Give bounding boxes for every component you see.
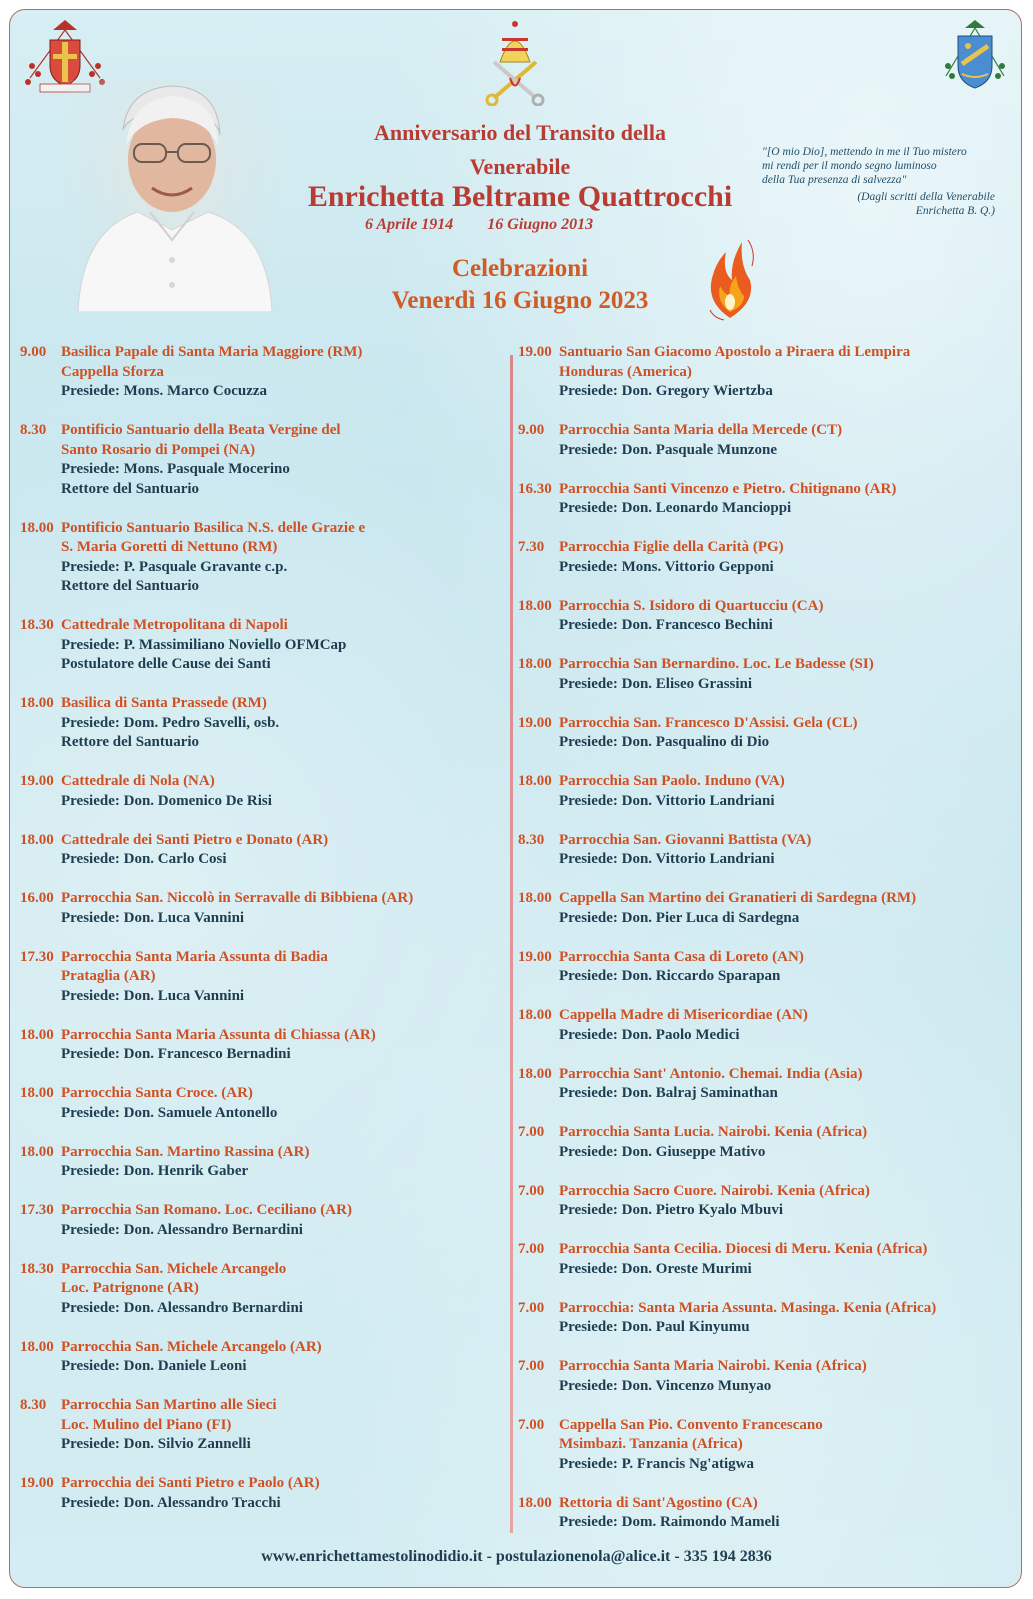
event-time: 18.00 [518, 1494, 552, 1511]
event-time: 18.00 [518, 1065, 552, 1082]
event-heading [20, 1084, 500, 1104]
event-place-continued: Santo Rosario di Pompei (NA) [61, 441, 256, 458]
event-presider: Presiede: Don. Alessandro Tracchi [61, 1494, 281, 1511]
event-heading [518, 1357, 1018, 1377]
event-place: Parrocchia Santa Maria Assunta di Badia [61, 948, 328, 965]
event-entry [518, 1123, 1018, 1162]
event-presider: Presiede: Don. Francesco Bernadini [61, 1046, 291, 1062]
event-presider: Presiede: Don. Carlo Cosi [61, 851, 227, 867]
event-place-continued: Cappella Sforza [61, 363, 164, 380]
event-heading [518, 421, 1018, 441]
event-time: 8.30 [20, 1397, 47, 1413]
event-time: 18.00 [20, 1085, 54, 1101]
event-place: Cattedrale di Nola (NA) [61, 773, 215, 789]
event-place: Parrocchia Santa Maria della Mercede (CT) [559, 422, 843, 438]
event-presider: Presiede: Don. Domenico De Risi [61, 792, 272, 809]
flame-logo [700, 232, 760, 322]
event-place: Parrocchia: Santa Maria Assunta. Masinga. Kenia (Africa) [559, 1299, 937, 1316]
event-entry [20, 343, 500, 402]
event-place: Parrocchia Figlie della Carità (PG) [559, 539, 784, 555]
event-presider: Presiede: Don. Daniele Leoni [61, 1358, 247, 1374]
event-place: Parrocchia Santi Vincenzo e Pietro. Chitignano (AR) [559, 480, 897, 497]
event-time: 18.30 [20, 1260, 54, 1277]
event-time: 19.00 [20, 1475, 54, 1491]
event-heading [518, 948, 1018, 968]
event-entry [518, 1357, 1018, 1396]
event-presider: Presiede: Don. Henrik Gaber [61, 1163, 249, 1179]
event-presider: Presiede: Mons. Pasquale Mocerino [61, 461, 290, 477]
event-heading [20, 1474, 500, 1494]
bishop-coat-of-arms-right [940, 18, 1010, 96]
quote-line-3: della Tua presenza di salvezza" [762, 174, 907, 186]
event-time: 17.30 [20, 948, 54, 965]
event-entry [20, 519, 500, 597]
event-time: 19.00 [20, 773, 54, 789]
event-time: 8.30 [20, 422, 47, 438]
event-place-continued: Honduras (America) [559, 363, 692, 380]
event-presider: Presiede: Don. Leonardo Mancioppi [559, 500, 792, 516]
poster [9, 9, 1022, 1588]
event-time: 7.30 [518, 539, 545, 555]
event-place: Santuario San Giacomo Apostolo a Piraera di Lempira [559, 344, 911, 360]
quote-line-2: mi rendi per il mondo segno luminoso [762, 160, 937, 172]
event-heading [20, 1143, 500, 1163]
event-entry [518, 1416, 1018, 1475]
event-entry [20, 694, 500, 753]
event-entry [20, 1396, 500, 1455]
event-time: 9.00 [20, 344, 47, 360]
event-heading [20, 616, 500, 636]
event-heading [518, 1182, 1018, 1202]
event-presider: Presiede: Don. Riccardo Sparapan [559, 968, 781, 984]
event-place: Parrocchia dei Santi Pietro e Paolo (AR) [61, 1475, 320, 1491]
event-time: 16.30 [518, 480, 552, 497]
event-heading [518, 1494, 1018, 1514]
event-time: 7.00 [518, 1124, 545, 1140]
celebrations-heading: Celebrazioni [451, 255, 589, 282]
event-presider: Presiede: Don. Silvio Zannelli [61, 1436, 251, 1452]
event-time: 18.00 [20, 695, 54, 711]
quote-line-1: "[O mio Dio], mettendo in me il Tuo mistero [762, 146, 967, 158]
event-time: 18.00 [518, 656, 552, 672]
event-presider: Presiede: P. Francis Ng'atigwa [559, 1455, 754, 1472]
event-heading [20, 1260, 500, 1280]
event-entry [518, 1494, 1018, 1533]
event-place-continued: Loc. Mulino del Piano (FI) [61, 1416, 232, 1433]
event-time: 7.00 [518, 1416, 545, 1433]
event-time: 18.00 [20, 1143, 54, 1160]
event-time: 7.00 [518, 1241, 545, 1257]
event-heading [20, 1026, 500, 1046]
event-heading [518, 714, 1018, 734]
event-entry [518, 1182, 1018, 1221]
event-place: Cappella San Martino dei Granatieri di Sardegna (RM) [559, 890, 917, 906]
event-time: 18.00 [20, 1338, 54, 1355]
event-place: Parrocchia San. Martino Rassina (AR) [61, 1143, 310, 1160]
event-entry [20, 421, 500, 499]
title-name: Enrichetta Beltrame Quattrocchi [307, 180, 733, 213]
event-presider: Presiede: Don. Pier Luca di Sardegna [559, 909, 800, 926]
event-heading [518, 831, 1018, 851]
event-presider: Presiede: Don. Paul Kinyumu [559, 1319, 750, 1335]
event-presider: Presiede: Don. Balraj Saminathan [559, 1085, 778, 1101]
event-place: Cattedrale dei Santi Pietro e Donato (AR) [61, 831, 329, 848]
event-heading [518, 597, 1018, 617]
event-presider-role: Rettore del Santuario [61, 480, 200, 497]
event-time: 18.00 [20, 831, 54, 848]
event-heading [518, 1065, 1018, 1085]
event-place: Parrocchia Sacro Cuore. Nairobi. Kenia (Africa) [559, 1182, 870, 1199]
event-presider: Presiede: Don. Pasquale Munzone [559, 441, 778, 458]
event-heading [518, 1006, 1018, 1026]
event-heading [20, 889, 500, 909]
event-heading [20, 1201, 500, 1221]
event-time: 18.00 [518, 597, 552, 614]
event-place: Parrocchia San Martino alle Sieci [61, 1397, 277, 1413]
event-presider: Presiede: Don. Luca Vannini [61, 987, 245, 1004]
event-heading [20, 831, 500, 851]
event-presider: Presiede: Don. Gregory Wiertzba [559, 383, 773, 399]
event-time: 18.30 [20, 617, 54, 633]
event-date: Venerdì 16 Giugno 2023 [391, 287, 649, 314]
event-place-continued: Msimbazi. Tanzania (Africa) [559, 1436, 743, 1452]
event-heading [20, 519, 500, 539]
event-entry [518, 421, 1018, 460]
event-place-continued: Prataglia (AR) [61, 968, 156, 984]
event-presider: Presiede: Don. Paolo Medici [559, 1026, 740, 1043]
event-place: Parrocchia San. Giovanni Battista (VA) [559, 831, 812, 848]
event-entry [518, 597, 1018, 636]
event-entry [20, 1201, 500, 1240]
event-entry [518, 1240, 1018, 1279]
event-time: 18.00 [518, 1007, 552, 1023]
event-presider: Presiede: Dom. Raimondo Mameli [559, 1514, 780, 1530]
event-entry [20, 1026, 500, 1065]
column-divider [510, 355, 513, 1533]
event-place: Rettoria di Sant'Agostino (CA) [559, 1494, 758, 1511]
event-presider-role: Rettore del Santuario [61, 734, 200, 750]
event-place: Parrocchia Santa Maria Nairobi. Kenia (Africa) [559, 1358, 867, 1374]
event-heading [518, 655, 1018, 675]
event-entry [20, 948, 500, 1007]
event-presider: Presiede: Don. Giuseppe Mativo [559, 1143, 766, 1160]
event-presider: Presiede: Don. Pasqualino di Dio [559, 734, 770, 750]
event-entry [20, 1260, 500, 1319]
event-presider: Presiede: Mons. Vittorio Gepponi [559, 558, 774, 575]
event-time: 18.00 [518, 890, 552, 906]
papal-keys-emblem [480, 18, 550, 106]
event-entry [518, 1065, 1018, 1104]
title-anniversary: Anniversario del Transito della [374, 120, 666, 145]
event-place: Basilica Papale di Santa Maria Maggiore (RM) [61, 344, 363, 360]
event-place: Parrocchia San. Michele Arcangelo (AR) [61, 1338, 322, 1355]
quote-source-line-1: (Dagli scritti della Venerabile [857, 191, 995, 203]
event-entry [518, 343, 1018, 402]
event-time: 17.30 [20, 1202, 54, 1218]
event-entry [20, 616, 500, 675]
event-heading [20, 421, 500, 441]
event-heading [518, 480, 1018, 500]
event-presider: Presiede: Don. Oreste Murimi [559, 1260, 752, 1277]
event-heading [518, 889, 1018, 909]
event-presider: Presiede: Don. Vittorio Landriani [559, 851, 775, 867]
event-entry [518, 655, 1018, 694]
event-time: 18.00 [518, 773, 552, 789]
quote-source-line-2: Enrichetta B. Q.) [915, 205, 995, 217]
event-presider: Presiede: Don. Vittorio Landriani [559, 792, 775, 809]
event-presider: Presiede: Don. Alessandro Bernardini [61, 1221, 303, 1238]
event-presider-role: Postulatore delle Cause dei Santi [61, 656, 271, 672]
event-place: Parrocchia Santa Casa di Loreto (AN) [559, 948, 804, 965]
event-place: Parrocchia San Bernardino. Loc. Le Badesse (SI) [559, 656, 874, 672]
footer-contacts: www.enrichettamestolinodidio.it - postulazionenola@alice.it - 335 194 2836 [261, 1548, 772, 1565]
event-place: Parrocchia Sant' Antonio. Chemai. India (Asia) [559, 1065, 863, 1082]
event-place-continued: Loc. Patrignone (AR) [61, 1280, 199, 1296]
event-place: Cattedrale Metropolitana di Napoli [61, 617, 288, 633]
event-time: 18.00 [20, 519, 54, 536]
event-heading [518, 343, 1018, 363]
event-presider-role: Rettore del Santuario [61, 578, 200, 594]
event-presider: Presiede: Don. Francesco Bechini [559, 617, 773, 633]
event-presider: Presiede: Don. Samuele Antonello [61, 1104, 278, 1121]
event-place: Parrocchia S. Isidoro di Quartucciu (CA) [559, 597, 824, 614]
event-heading [20, 343, 500, 363]
portrait-photo [68, 80, 278, 312]
birth-date: 6 Aprile 1914 [365, 216, 454, 233]
event-place: Parrocchia Santa Lucia. Nairobi. Kenia (Africa) [559, 1124, 868, 1140]
event-time: 7.00 [518, 1299, 545, 1316]
event-entry [20, 1084, 500, 1123]
event-entry [20, 889, 500, 928]
event-entry [20, 1338, 500, 1377]
event-entry [518, 772, 1018, 811]
event-entry [518, 480, 1018, 519]
event-heading [20, 694, 500, 714]
event-time: 18.00 [20, 1026, 54, 1043]
event-heading [20, 1396, 500, 1416]
quote-text [762, 145, 1012, 187]
event-place: Parrocchia Santa Cecilia. Diocesi di Meru. Kenia (Africa) [559, 1241, 928, 1257]
event-entry [20, 772, 500, 811]
event-entry [20, 1143, 500, 1182]
event-time: 8.30 [518, 831, 545, 848]
event-heading [518, 1123, 1018, 1143]
event-entry [518, 889, 1018, 928]
event-presider: Presiede: Don. Eliseo Grassini [559, 675, 753, 692]
event-heading [518, 1299, 1018, 1319]
event-entry [518, 538, 1018, 577]
event-place: Parrocchia San. Francesco D'Assisi. Gela (CL) [559, 714, 858, 731]
event-place: Parrocchia Santa Croce. (AR) [61, 1085, 253, 1101]
event-time: 19.00 [518, 344, 552, 360]
event-entry [518, 831, 1018, 870]
event-presider: Presiede: Don. Vincenzo Munyao [559, 1377, 772, 1394]
event-time: 7.00 [518, 1358, 545, 1374]
event-time: 7.00 [518, 1182, 545, 1199]
event-place: Pontificio Santuario Basilica N.S. delle Grazie e [61, 519, 366, 536]
event-presider: Presiede: Don. Alessandro Bernardini [61, 1299, 303, 1316]
event-place: Pontificio Santuario della Beata Vergine del [61, 422, 341, 438]
event-place: Cappella Madre di Misericordiae (AN) [559, 1007, 808, 1023]
title-venerable: Venerabile [469, 154, 571, 179]
event-time: 19.00 [518, 948, 552, 965]
event-presider: Presiede: Mons. Marco Cocuzza [61, 383, 268, 399]
event-heading [518, 1240, 1018, 1260]
event-entry [20, 1474, 500, 1513]
death-date: 16 Giugno 2013 [487, 216, 594, 233]
event-heading [518, 772, 1018, 792]
life-dates [365, 216, 685, 234]
event-place-continued: S. Maria Goretti di Nettuno (RM) [61, 539, 278, 555]
event-presider: Presiede: P. Massimiliano Noviello OFMCap [61, 636, 347, 653]
event-place: Parrocchia San Paolo. Induno (VA) [559, 773, 785, 789]
event-entry [518, 1299, 1018, 1338]
event-place: Basilica di Santa Prassede (RM) [61, 695, 267, 711]
event-time: 19.00 [518, 714, 552, 731]
event-heading [518, 1416, 1018, 1436]
event-heading [20, 948, 500, 968]
event-heading [20, 772, 500, 792]
event-presider: Presiede: Don. Pietro Kyalo Mbuvi [559, 1202, 784, 1218]
event-time: 16.00 [20, 890, 54, 906]
event-place: Parrocchia San Romano. Loc. Ceciliano (AR) [61, 1202, 352, 1218]
event-entry [518, 714, 1018, 753]
event-place: Cappella San Pio. Convento Francescano [559, 1416, 823, 1433]
event-place: Parrocchia San. Michele Arcangelo [61, 1260, 287, 1277]
event-entry [518, 1006, 1018, 1045]
event-entry [20, 831, 500, 870]
event-heading [20, 1338, 500, 1358]
event-presider: Presiede: Don. Luca Vannini [61, 909, 245, 926]
event-presider: Presiede: Dom. Pedro Savelli, osb. [61, 714, 280, 731]
event-heading [518, 538, 1018, 558]
quote-source [762, 190, 995, 218]
event-entry [518, 948, 1018, 987]
event-time: 9.00 [518, 422, 545, 438]
event-place: Parrocchia San. Niccolò in Serravalle di Bibbiena (AR) [61, 890, 414, 906]
event-place: Parrocchia Santa Maria Assunta di Chiassa (AR) [61, 1026, 376, 1043]
event-presider: Presiede: P. Pasquale Gravante c.p. [61, 558, 288, 575]
